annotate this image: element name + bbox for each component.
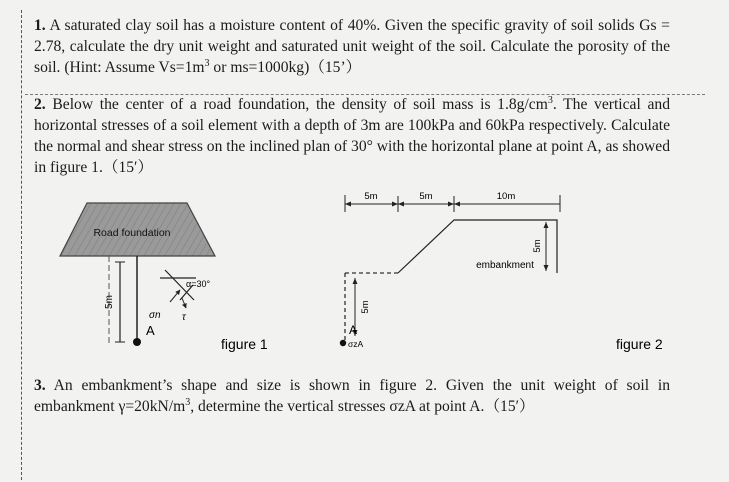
figure-2-caption: figure 2 [616, 336, 663, 352]
question-2-line-4: point A, as showed in figure 1.（15′） [34, 138, 670, 176]
angle-label: α=30° [186, 279, 211, 289]
height-dim-arrow-top [544, 222, 549, 228]
figure-1-caption: figure 1 [221, 336, 268, 352]
embankment-label: embankment [476, 260, 534, 271]
dim-arrow-3 [398, 202, 404, 207]
point-a-marker [133, 338, 141, 346]
depth-label: 5m [360, 300, 371, 314]
dim-arrow-1 [345, 202, 351, 207]
question-3-line-2a: embankment γ=20kN/m [34, 398, 186, 415]
dimension-label-1: 5m [364, 191, 378, 202]
point-a-label: A [349, 323, 358, 337]
question-2-line-3: Calculate the normal and shear stress on the inclined plan of 30° with the horizontal plane at [34, 117, 670, 155]
depth-arrow-top [353, 278, 358, 284]
question-3 [34, 375, 670, 417]
dim-arrow-2 [392, 202, 398, 207]
figure-1 [60, 203, 268, 352]
question-2-number: 2. [34, 96, 46, 113]
figure-2 [340, 191, 663, 352]
question-1-line-3a: porosity of the soil. (Hint: Assume Vs=1m [34, 38, 670, 76]
normal-stress-arrow [170, 290, 180, 302]
question-2-superscript: 3 [547, 94, 553, 106]
road-foundation-label: Road foundation [93, 227, 171, 239]
question-3-number: 3. [34, 377, 46, 394]
dim-arrow-4 [448, 202, 454, 207]
question-3-line-2b: , determine the vertical stresses σzA at point A.（15′） [190, 398, 535, 415]
question-2-line-1a: Below the center of a road foundation, the density of soil mass is 1.8g/cm [52, 96, 548, 113]
question-3-line-1: An embankment’s shape and size is shown in figure 2. Given the unit weight of soil in [53, 377, 670, 394]
question-2-line-2: horizontal stresses of a soil element with a depth of 3m are 100kPa and 60kPa respectively. [34, 117, 607, 134]
question-1-line-3b: or ms=1000kg)（15’） [209, 59, 362, 76]
normal-stress-label: σn [149, 310, 161, 321]
sigma-za-label: σzA [348, 339, 364, 349]
depth-label: 5m [104, 295, 115, 309]
shear-stress-arrow [182, 298, 186, 308]
question-1-line-1: A saturated clay soil has a moisture content of 40%. Given the specific gravity of soil solids [49, 17, 635, 34]
question-3-superscript: 3 [185, 396, 191, 408]
point-a-label: A [146, 323, 155, 338]
question-1-number: 1. [34, 17, 46, 34]
question-1-line-2: Gs = 2.78, calculate the dry unit weight and saturated unit weight of the soil. Calculate the [34, 17, 670, 55]
point-a-marker [340, 340, 346, 346]
height-label: 5m [532, 239, 543, 253]
dim-arrow-5 [454, 202, 460, 207]
question-1-superscript: 3 [204, 57, 210, 69]
height-dim-arrow-bottom [544, 265, 549, 271]
question-2-line-1b: . The vertical and [552, 96, 670, 113]
shear-stress-label: τ [182, 312, 186, 323]
dimension-label-2: 5m [419, 191, 433, 202]
dimension-label-3: 10m [496, 191, 516, 202]
